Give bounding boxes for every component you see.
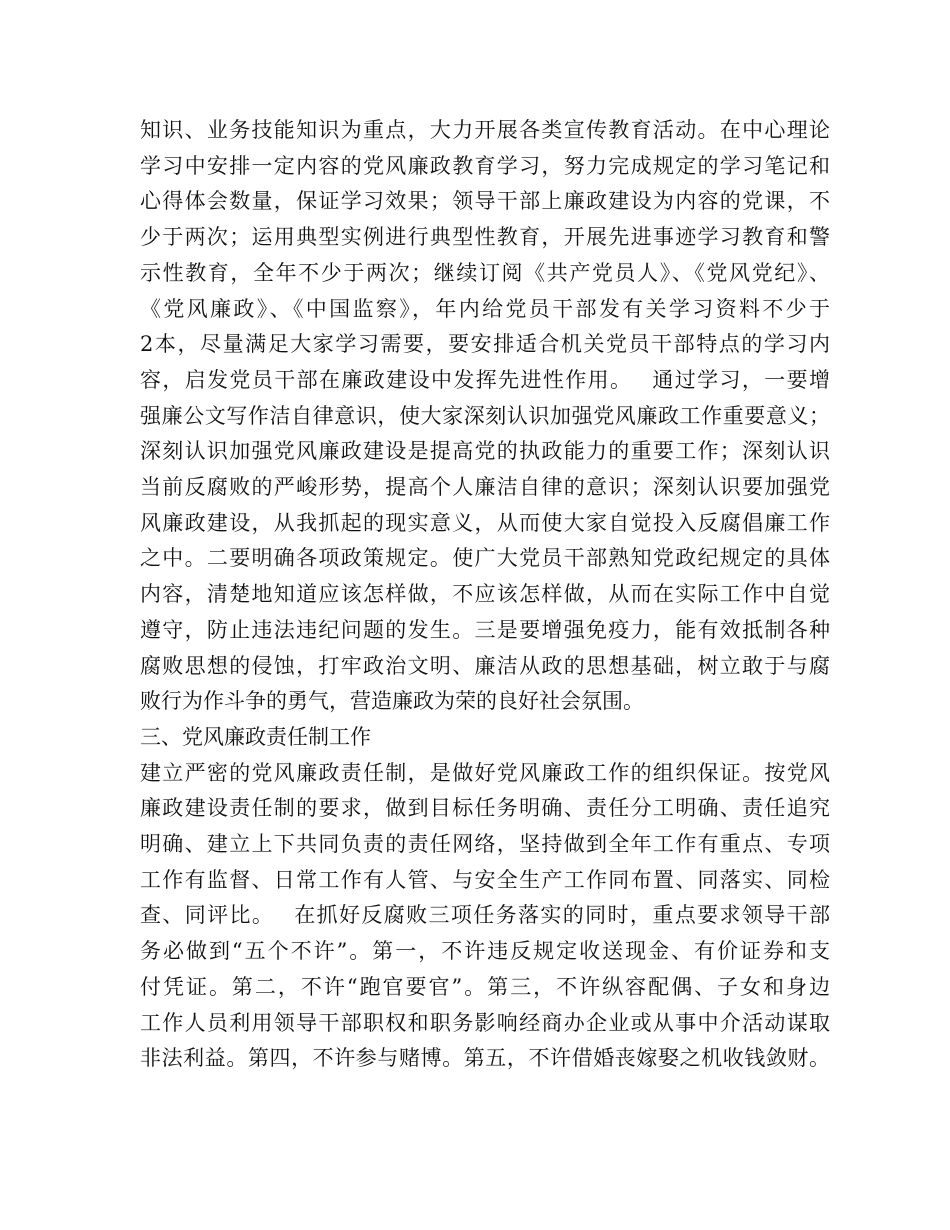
text-line: 败行为作斗争的勇气，营造廉政为荣的良好社会氛围。 <box>140 689 644 714</box>
text-line: 风廉政建设，从我抓起的现实意义，从而使大家自觉投入反腐倡廉工作 <box>140 510 830 535</box>
text-line: 务必做到“五个不许”。第一，不许违反规定收送现金、有价证券和支 <box>140 939 830 964</box>
text-line: 明确、建立上下共同负责的责任网络，坚持做到全年工作有重点、专项 <box>140 832 830 857</box>
text-line: 深刻认识加强党风廉政建设是提高党的执政能力的重要工作；深刻认识 <box>140 439 830 464</box>
text-line: 内容，清楚地知道应该怎样做，不应该怎样做，从而在实际工作中自觉 <box>140 582 830 607</box>
text-line: 容，启发党员干部在廉政建设中发挥先进性作用。 通过学习，一要增 <box>140 367 830 392</box>
text-line: 建立严密的党风廉政责任制，是做好党风廉政工作的组织保证。按党风 <box>140 760 830 785</box>
text-line: 腐败思想的侵蚀，打牢政治文明、廉洁从政的思想基础，树立敢于与腐 <box>140 653 830 678</box>
text-line: 工作有监督、日常工作有人管、与安全生产工作同布置、同落实、同检 <box>140 867 830 892</box>
text-line: 廉政建设责任制的要求，做到目标任务明确、责任分工明确、责任追究 <box>140 796 830 821</box>
paragraph-1 <box>140 113 830 720</box>
text-line: 遵守，防止违法违纪问题的发生。三是要增强免疫力，能有效抵制各种 <box>140 617 830 642</box>
text-line: 强廉公文写作洁自律意识，使大家深刻认识加强党风廉政工作重要意义； <box>140 403 830 428</box>
text-line: 2本，尽量满足大家学习需要，要安排适合机关党员干部特点的学习内 <box>140 332 830 357</box>
text-line: 《党风廉政》、《中国监察》，年内给党员干部发有关学习资料不少于 <box>140 296 830 321</box>
text-line: 查、同评比。 在抓好反腐败三项任务落实的同时，重点要求领导干部 <box>140 903 830 928</box>
text-line: 工作人员利用领导干部职权和职务影响经商办企业或从事中介活动谋取 <box>140 1010 830 1035</box>
text-line: 少于两次；运用典型实例进行典型性教育，开展先进事迹学习教育和警 <box>140 225 830 250</box>
section-heading: 三、党风廉政责任制工作 <box>140 724 371 749</box>
text-line: 付凭证。第二，不许“跑官要官”。第三，不许纵容配偶、子女和身边 <box>140 974 830 999</box>
text-line: 非法利益。第四，不许参与赌博。第五，不许借婚丧嫁娶之机收钱敛财。 <box>140 1046 830 1071</box>
document-body <box>140 113 830 1077</box>
text-line: 知识、业务技能知识为重点，大力开展各类宣传教育活动。在中心理论 <box>140 118 830 142</box>
text-line: 学习中安排一定内容的党风廉政教育学习，努力完成规定的学习笔记和 <box>140 153 830 178</box>
paragraph-2 <box>140 756 830 1077</box>
text-line: 之中。二要明确各项政策规定。使广大党员干部熟知党政纪规定的具体 <box>140 546 830 571</box>
text-line: 当前反腐败的严峻形势，提高个人廉洁自律的意识；深刻认识要加强党 <box>140 475 830 500</box>
text-line: 心得体会数量，保证学习效果；领导干部上廉政建设为内容的党课，不 <box>140 189 830 214</box>
text-line: 示性教育，全年不少于两次；继续订阅《共产党员人》、《党风党纪》、 <box>140 260 830 285</box>
